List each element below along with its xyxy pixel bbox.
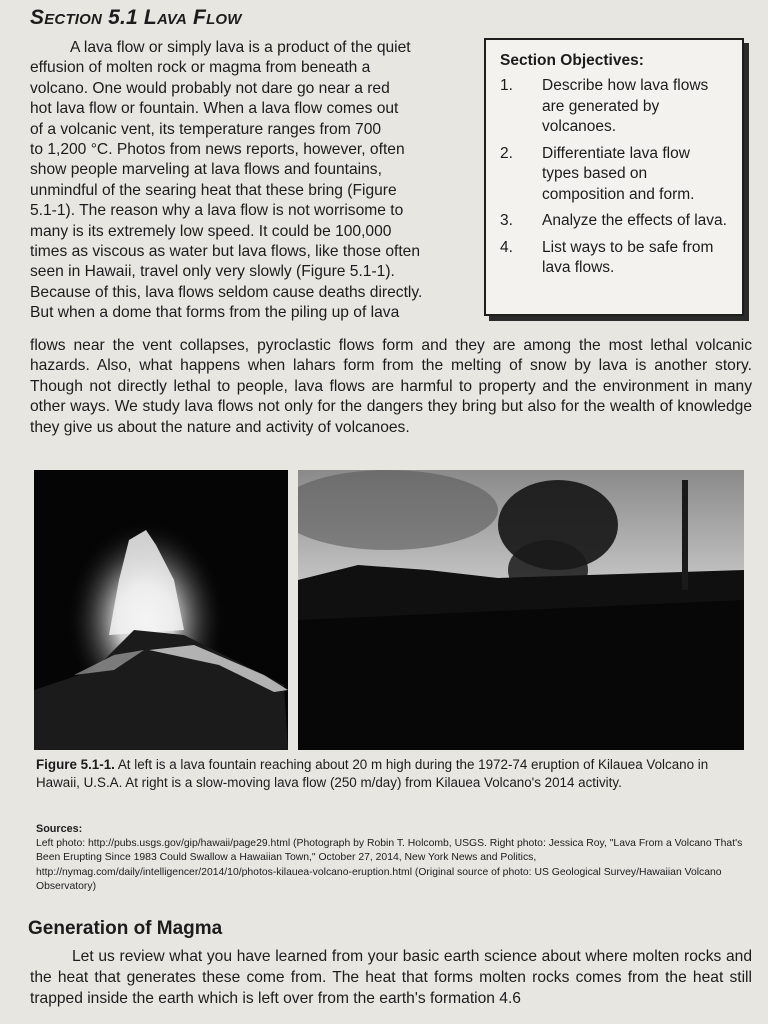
intro-line: seen in Hawaii, travel only very slowly (Figure 5.1-1). — [30, 263, 395, 281]
intro-line: volcano. One would probably not dare go near a red — [30, 79, 390, 97]
figure-sources — [36, 822, 748, 895]
intro-line: effusion of molten rock or magma from beneath a — [30, 59, 371, 77]
intro-line: But when a dome that forms from the piling up of lava — [30, 304, 400, 322]
intro-line: show people marveling at lava flows and fountains, — [30, 161, 382, 179]
intro-line: hot lava flow or fountain. When a lava flow comes out — [30, 100, 399, 118]
intro-line: of a volcanic vent, its temperature ranges from 700 — [30, 120, 382, 138]
intro-continued-paragraph: flows near the vent collapses, pyroclastic flows form and they are among the most lethal volcanic hazards. Also, what happens when lahars form from the melting of snow by lava is another story. Though not directly lethal to people, lava flows are harmful to property and the environment in many other ways. We study lava flows not only for the dangers they bring but also for the wealth of knowledge they give us about the nature and activity of volcanoes. — [30, 337, 752, 436]
sources-text: Left photo: http://pubs.usgs.gov/gip/hawaii/page29.html (Photograph by Robin T. Holcomb, USGS. Right photo: Jessica Roy, "Lava From a Volcano That's Been Erupting Since 1983 Could Swallow a Hawaiian Town," October 27, 2014, New York News and Politics, http://nymag.com/daily/intelligencer/2014/10/photos-kilauea-volcano-eruption.html (Original source of photo: US Geological Survey/Hawaiian Volcano Observatory) — [36, 837, 743, 893]
intro-line: Because of this, lava flows seldom cause deaths directly. — [30, 283, 423, 301]
objective-number: 4. — [500, 238, 513, 256]
intro-line: A lava flow or simply lava is a product of the quiet — [70, 39, 411, 56]
objective-item — [500, 238, 730, 279]
intro-paragraph — [30, 38, 478, 324]
section-title: Section 5.1 Lava Flow — [30, 6, 242, 29]
objective-item — [500, 144, 730, 206]
intro-line: unmindful of the searing heat that these bring (Figure — [30, 181, 397, 199]
figure-caption — [36, 756, 736, 792]
objective-number: 2. — [500, 144, 513, 162]
section-objectives-box — [484, 38, 744, 316]
objective-text: Analyze the effects of lava. — [542, 212, 727, 229]
objective-text: Differentiate lava flow types based on composition and form. — [542, 144, 695, 203]
figure-label: Figure 5.1-1. — [36, 757, 115, 772]
objective-item — [500, 76, 730, 138]
objective-text: Describe how lava flows are generated by volcanoes. — [542, 77, 709, 135]
generation-text: Let us review what you have learned from your basic earth science about where molten rocks and the heat that generates these come from. The heat that forms molten rocks comes from the heat still trapped inside the earth which is left over from the earth's formation 4.6 — [30, 948, 752, 1007]
lava-fountain-photo — [34, 470, 288, 750]
intro-line: times as viscous as water but lava flows, like those often — [30, 243, 421, 261]
objective-number: 3. — [500, 212, 513, 229]
objective-number: 1. — [500, 77, 513, 94]
intro-line: 5.1-1). The reason why a lava flow is not worrisome to — [30, 202, 404, 220]
sources-label: Sources: — [36, 823, 83, 835]
objective-text: List ways to be safe from lava flows. — [542, 238, 714, 276]
generation-paragraph — [30, 946, 752, 1009]
intro-line: to 1,200 °C. Photos from news reports, however, often — [30, 141, 405, 159]
lava-flow-photo — [298, 470, 744, 750]
objectives-heading: Section Objectives: — [500, 52, 644, 69]
generation-heading: Generation of Magma — [28, 918, 223, 939]
intro-line: many is its extremely low speed. It could be 100,000 — [30, 222, 392, 240]
figure-caption-text: At left is a lava fountain reaching about 20 m high during the 1972-74 eruption of Kilauea Volcano in Hawaii, U.S.A. At right is a slow-moving lava flow (250 m/day) from Kilauea Volcano's 2014 activity. — [36, 757, 709, 790]
objective-item — [500, 211, 730, 232]
